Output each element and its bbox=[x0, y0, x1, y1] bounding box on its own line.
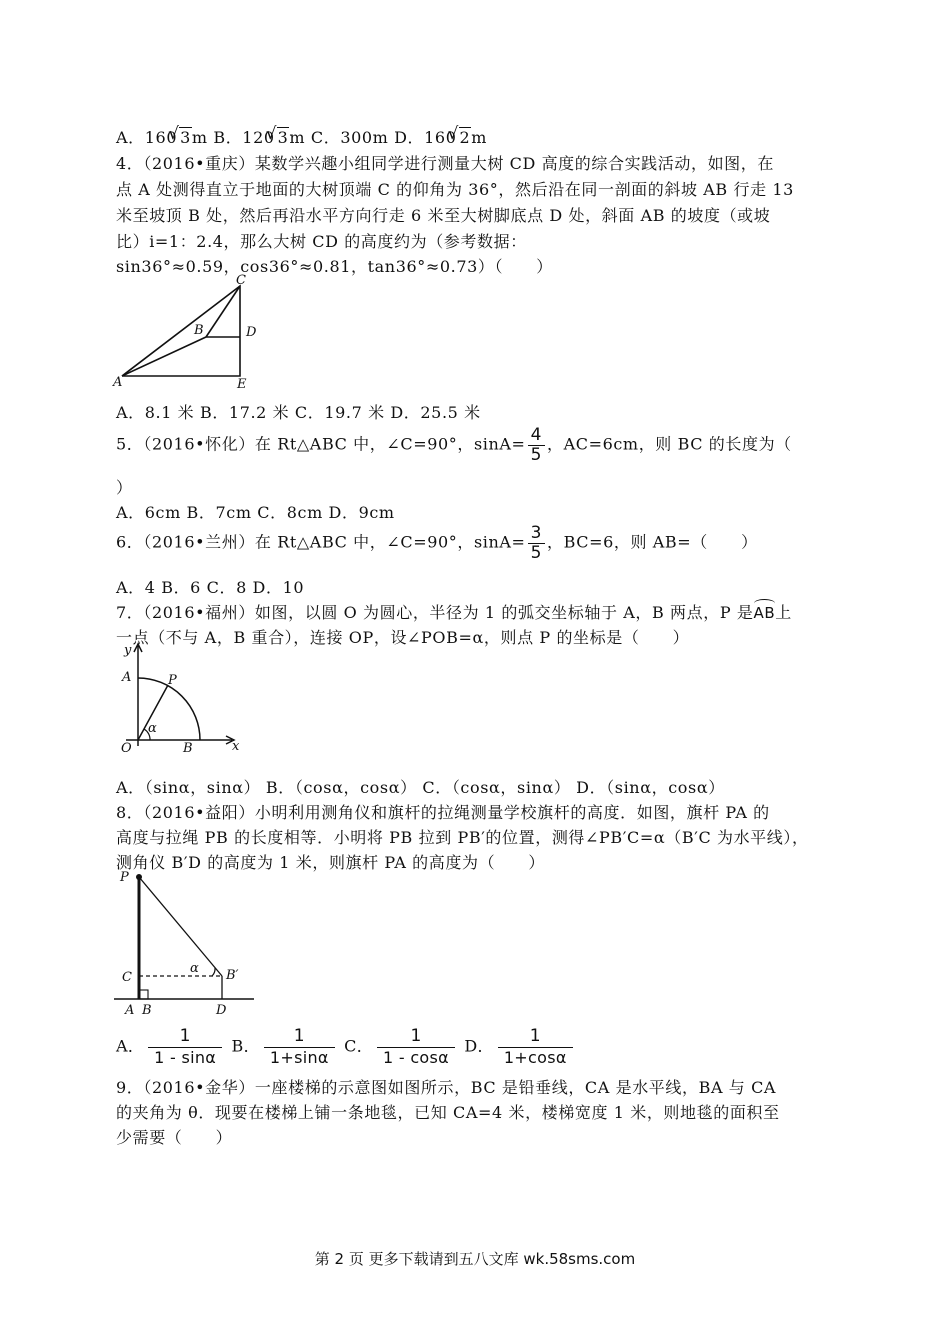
q7-label-alpha: α bbox=[148, 721, 157, 736]
q8-label-alpha: α bbox=[190, 961, 199, 976]
q8-label-bprime: B′ bbox=[226, 968, 239, 983]
q8-label-b: B bbox=[142, 1003, 152, 1018]
q4-line2: 点 A 处测得直立于地面的大树顶端 C 的仰角为 36°，然后沿在同一剖面的斜坡 AB 行走 13 bbox=[116, 180, 794, 199]
page-footer: 第 2 页 更多下载请到五八文库 wk.58sms.com bbox=[314, 1250, 636, 1268]
q4-label-a: A bbox=[113, 375, 123, 390]
q7-label-b: B bbox=[183, 741, 193, 756]
q7-options: A．（sinα，sinα） B．（cosα，cosα） C．（cosα，sinα） D．（sinα，cosα） bbox=[116, 778, 725, 797]
q8-label-a: A bbox=[125, 1003, 135, 1018]
q7-label-o: O bbox=[121, 741, 132, 756]
q5-stem: 5．（2016•怀化）在 Rt△ABC 中，∠C=90°，sinA= $\frac{4}{5}$ ，AC=6cm，则 BC 的长度为（ bbox=[116, 425, 792, 465]
q9-line3: 少需要（ ） bbox=[116, 1128, 233, 1147]
q8-label-c: C bbox=[122, 970, 132, 985]
q6-fraction: $\frac{3}{5}$ bbox=[528, 524, 545, 562]
q8-line1: 8．（2016•益阳）小明利用测角仪和旗杆的拉绳测量学校旗杆的高度．如图，旗杆 PA 的 bbox=[116, 803, 770, 822]
q8-figure bbox=[110, 866, 260, 1018]
q7-label-y: y bbox=[124, 643, 132, 658]
q7-line2: 一点（不与 A，B 重合），连接 OP，设∠POB=α，则点 P 的坐标是（ ） bbox=[116, 628, 690, 647]
q5-fraction: $\frac{4}{5}$ bbox=[528, 426, 545, 464]
q8-label-d: D bbox=[216, 1003, 227, 1018]
q8-label-p: P bbox=[120, 870, 129, 885]
q4-label-b: B bbox=[194, 323, 204, 338]
q7-label-x: x bbox=[232, 739, 240, 754]
q8-line2: 高度与拉绳 PB 的长度相等．小明将 PB 拉到 PB′的位置，测得∠PB′C=α（B′C 为水平线）， bbox=[116, 828, 809, 847]
q8-options: A． $\frac{1}{1 - \sin\alpha}$ B． $\frac{1}{1+\sin\alpha}$ C． $\frac{1}{1 - \cos\alpha}$ D． $\frac{1}{1+\cos\alpha}$ bbox=[116, 1026, 577, 1068]
q8-frac-a: $\frac{1}{1 - \sin\alpha}$ bbox=[148, 1026, 222, 1068]
arc-ab: AB bbox=[753, 604, 776, 622]
q5-options: A．6cm B．7cm C．8cm D．9cm bbox=[116, 503, 395, 522]
q4-options: A．8.1 米 B．17.2 米 C．19.7 米 D．25.5 米 bbox=[116, 403, 481, 422]
q7-line1: 7．（2016•福州）如图，以圆 O 为圆心，半径为 1 的弧交坐标轴于 A，B 两点，P 是AB上 bbox=[116, 603, 792, 622]
q8-frac-b: $\frac{1}{1+\sin\alpha}$ bbox=[264, 1026, 335, 1068]
q7-figure bbox=[110, 640, 250, 760]
q8-frac-d: $\frac{1}{1+\cos\alpha}$ bbox=[498, 1026, 573, 1068]
q8-frac-c: $\frac{1}{1 - \cos\alpha}$ bbox=[377, 1026, 455, 1068]
q7-label-a: A bbox=[122, 670, 132, 685]
q4-label-e: E bbox=[237, 377, 247, 392]
q7-label-p: P bbox=[168, 673, 177, 688]
q4-label-d: D bbox=[246, 325, 257, 340]
q4-line5: sin36°≈0.59，cos36°≈0.81，tan36°≈0.73）（ ） bbox=[116, 257, 553, 276]
q4-label-c: C bbox=[236, 274, 246, 288]
q6-options: A．4 B．6 C．8 D．10 bbox=[116, 578, 305, 597]
q6-stem: 6．（2016•兰州）在 Rt△ABC 中，∠C=90°，sinA= $\frac{3}{5}$ ，BC=6，则 AB=（ ） bbox=[116, 523, 758, 563]
q4-figure bbox=[110, 274, 270, 394]
q4-line1: 4．（2016•重庆）某数学兴趣小组同学进行测量大树 CD 高度的综合实践活动，如图，在 bbox=[116, 154, 774, 173]
q9-line1: 9．（2016•金华）一座楼梯的示意图如图所示，BC 是铅垂线，CA 是水平线，BA 与 CA bbox=[116, 1078, 777, 1097]
q3-options: A．160√ 3m B．120√ 3m C．300m D．160√ 2m bbox=[116, 125, 487, 148]
q4-line3: 米至坡顶 B 处，然后再沿水平方向行走 6 米至大树脚底点 D 处，斜面 AB 的坡度（或坡 bbox=[116, 206, 771, 225]
q8-line3: 测角仪 B′D 的高度为 1 米，则旗杆 PA 的高度为（ ） bbox=[116, 853, 545, 872]
q4-line4: 比）i=1：2.4，那么大树 CD 的高度约为（参考数据： bbox=[116, 232, 527, 251]
q5-close: ） bbox=[116, 478, 133, 497]
q9-line2: 的夹角为 θ．现要在楼梯上铺一条地毯，已知 CA=4 米，楼梯宽度 1 米，则地毯的面积至 bbox=[116, 1103, 780, 1122]
